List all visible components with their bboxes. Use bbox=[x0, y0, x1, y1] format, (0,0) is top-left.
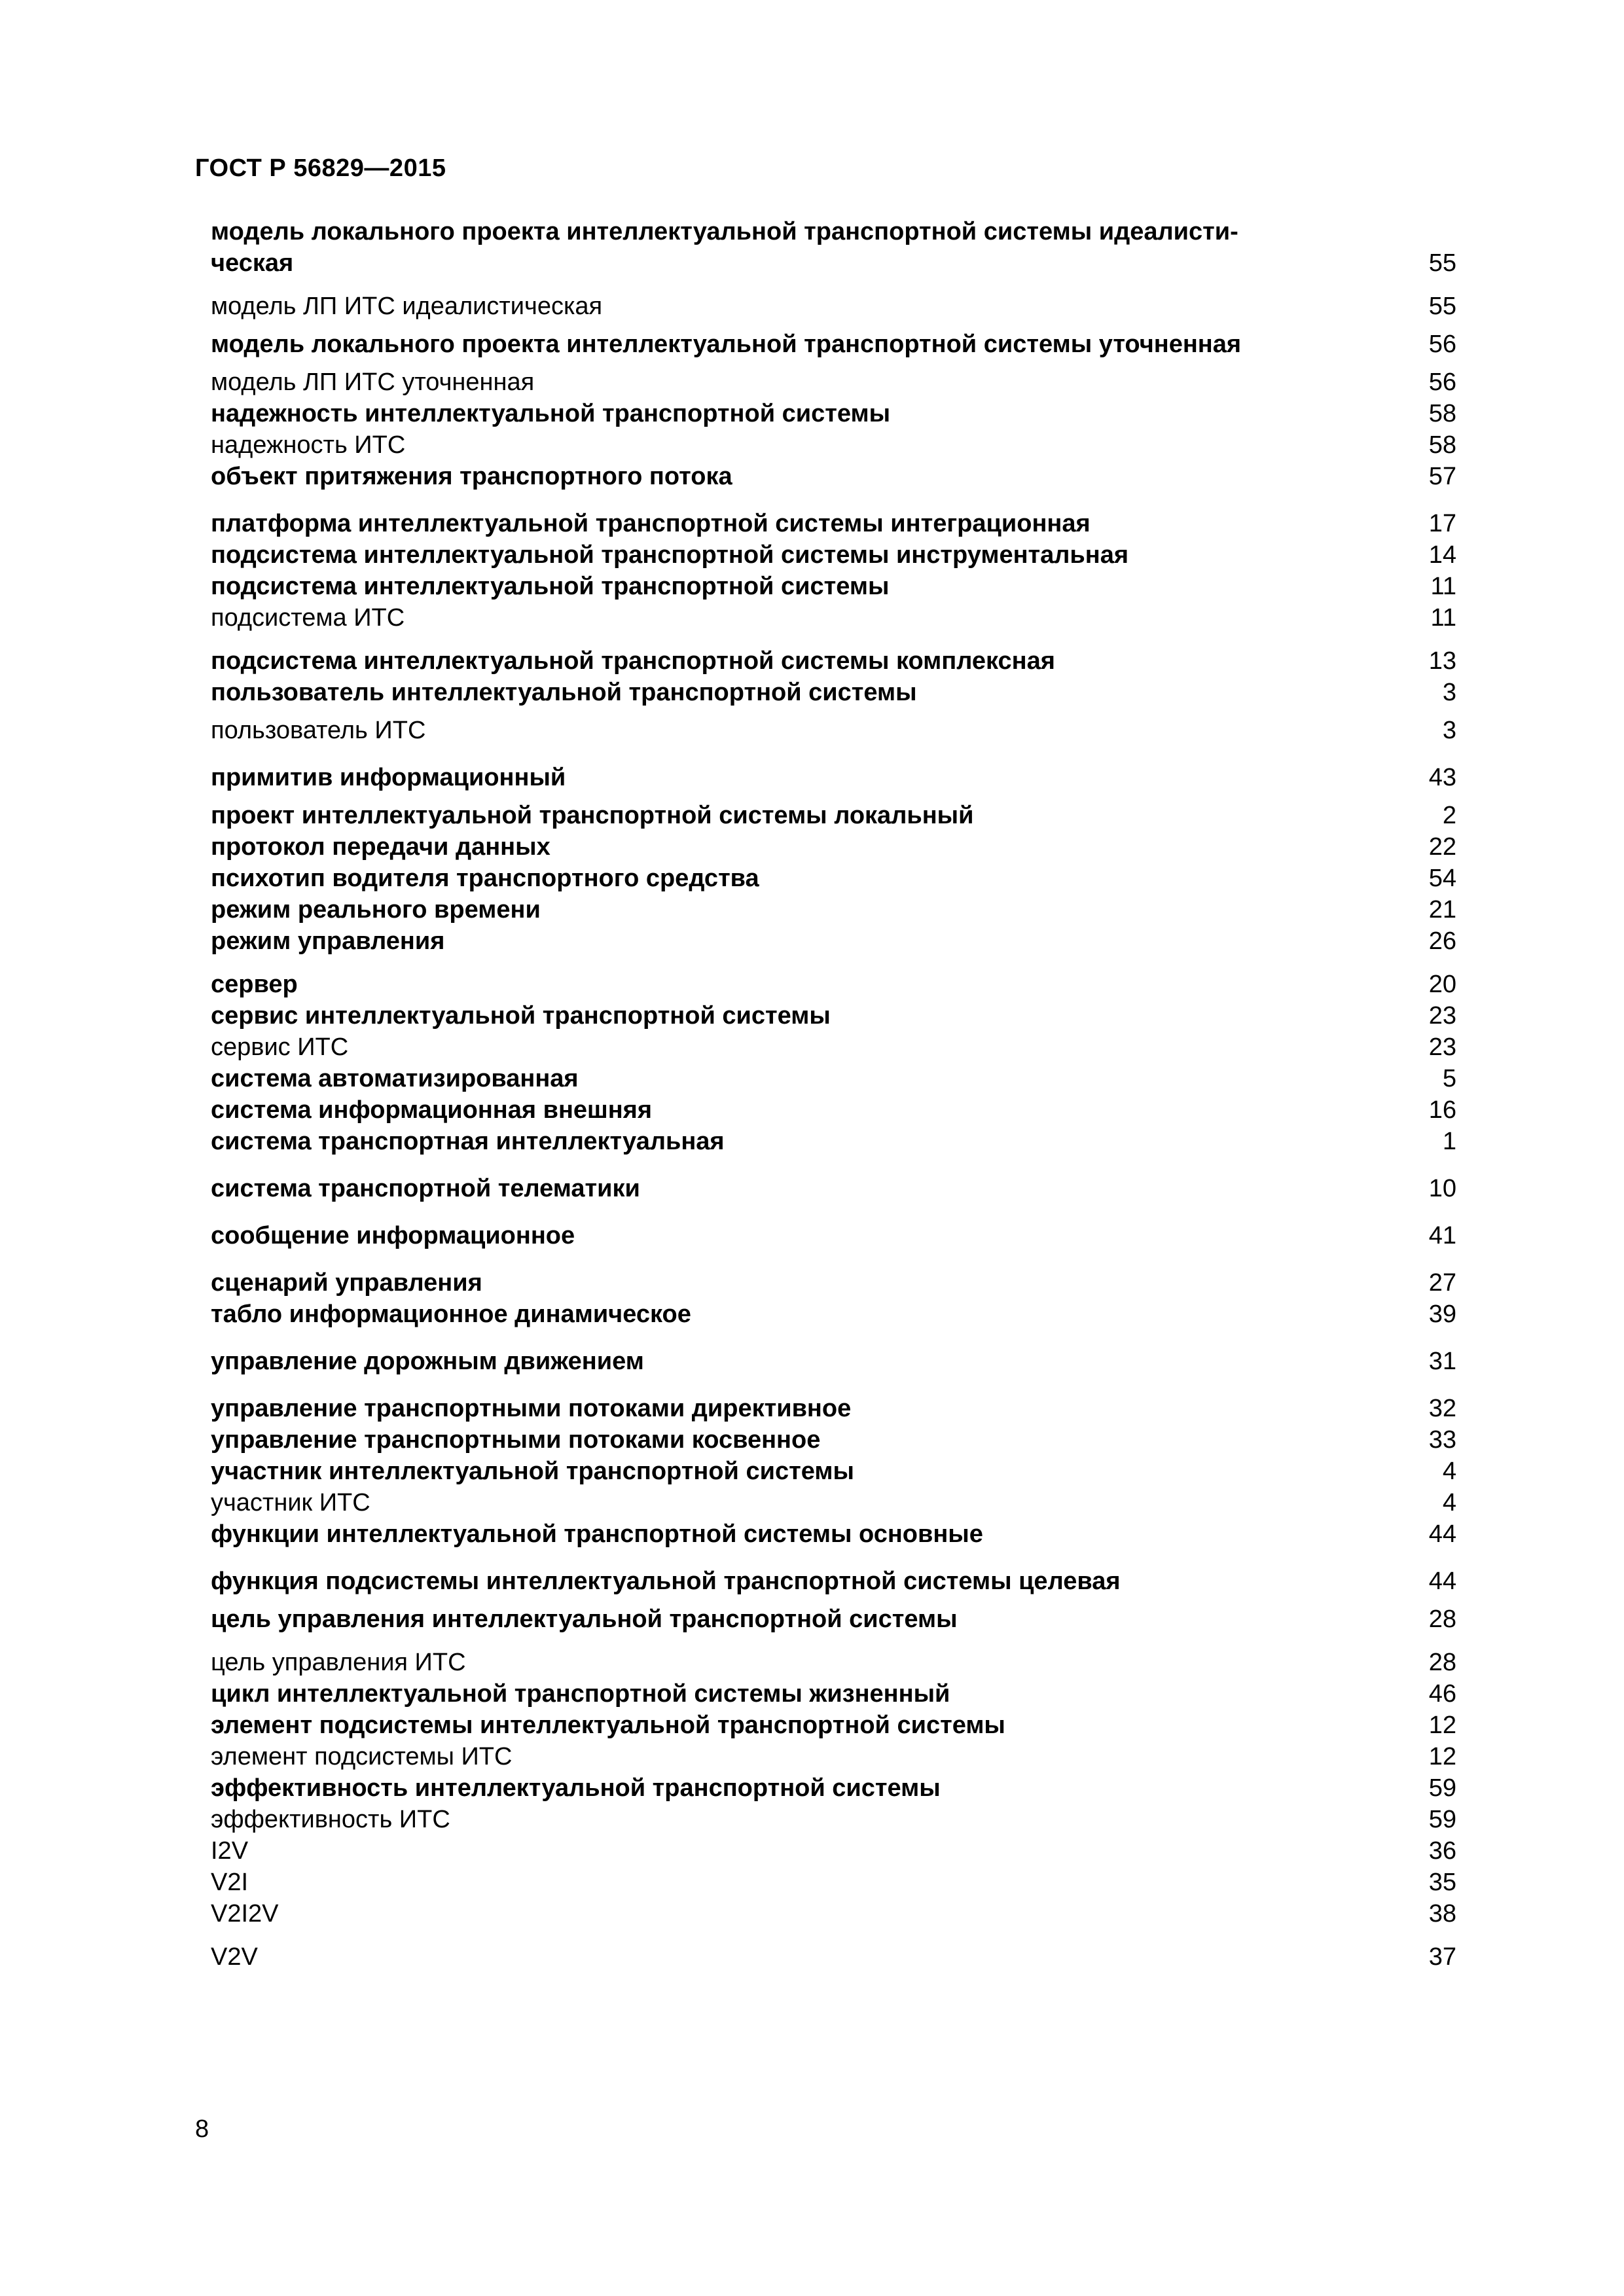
index-term: система транспортной телематики bbox=[211, 1175, 640, 1202]
index-term: сервер bbox=[211, 971, 298, 998]
index-term: проект интеллектуальной транспортной системы локальный bbox=[211, 802, 974, 829]
index-page-ref: 56 bbox=[1428, 331, 1456, 358]
index-page-ref: 26 bbox=[1428, 927, 1456, 955]
index-page-ref: 37 bbox=[1428, 1943, 1456, 1971]
index-entry bbox=[211, 1678, 1456, 1710]
index-page-ref: 54 bbox=[1428, 865, 1456, 892]
index-entry bbox=[211, 329, 1456, 360]
index-page-ref: 41 bbox=[1428, 1222, 1456, 1249]
index-term: цель управления ИТС bbox=[211, 1649, 466, 1676]
index-term: цель управления интеллектуальной транспортной системы bbox=[211, 1605, 958, 1633]
index-page-ref: 44 bbox=[1428, 1520, 1456, 1548]
index-term: протокол передачи данных bbox=[211, 833, 550, 861]
index-page-ref: 59 bbox=[1428, 1806, 1456, 1833]
index-entry bbox=[211, 1835, 1456, 1867]
index-term: функции интеллектуальной транспортной системы основные bbox=[211, 1520, 983, 1548]
index-entry bbox=[211, 1299, 1456, 1330]
index-page-ref: 2 bbox=[1442, 802, 1456, 829]
index-entry bbox=[211, 1647, 1456, 1678]
index-page-ref: 11 bbox=[1430, 573, 1456, 600]
index-entry bbox=[211, 762, 1456, 793]
index-page-ref: 17 bbox=[1428, 510, 1456, 537]
index-page-ref: 55 bbox=[1428, 249, 1456, 277]
index-term: сервис ИТС bbox=[211, 1033, 349, 1061]
index-entry bbox=[211, 1031, 1456, 1063]
index-entry bbox=[211, 1456, 1456, 1487]
index-page-ref: 39 bbox=[1428, 1300, 1456, 1328]
index-entry bbox=[211, 602, 1456, 634]
index-entry bbox=[211, 1487, 1456, 1518]
index-term: система транспортная интеллектуальная bbox=[211, 1128, 725, 1155]
index-page-ref: 12 bbox=[1428, 1743, 1456, 1770]
index-entry bbox=[211, 1173, 1456, 1204]
index-entry bbox=[211, 429, 1456, 461]
index-page-ref: 10 bbox=[1428, 1175, 1456, 1202]
index-entry bbox=[211, 645, 1456, 677]
index-page-ref: 38 bbox=[1428, 1900, 1456, 1928]
index-term: примитив информационный bbox=[211, 764, 566, 791]
index-page-ref: 46 bbox=[1428, 1680, 1456, 1708]
index-page-ref: 11 bbox=[1430, 604, 1456, 632]
index-entry bbox=[211, 715, 1456, 746]
index-entry bbox=[211, 863, 1456, 894]
index-entry bbox=[211, 1094, 1456, 1126]
index-term: сценарий управления bbox=[211, 1269, 482, 1297]
index-term: модель ЛП ИТС идеалистическая bbox=[211, 293, 603, 320]
index-page-ref: 56 bbox=[1428, 368, 1456, 396]
index-page-ref: 55 bbox=[1428, 293, 1456, 320]
index-entry bbox=[211, 291, 1456, 322]
index-entry bbox=[211, 216, 1456, 279]
index-entry bbox=[211, 1710, 1456, 1741]
index-term: подсистема интеллектуальной транспортной системы инструментальная bbox=[211, 541, 1129, 569]
index-page-ref: 1 bbox=[1442, 1128, 1456, 1155]
index-term: сообщение информационное bbox=[211, 1222, 575, 1249]
index-term: I2V bbox=[211, 1837, 249, 1865]
index-entry bbox=[211, 1741, 1456, 1772]
index-term: режим реального времени bbox=[211, 896, 541, 924]
index-entry bbox=[211, 1898, 1456, 1929]
index-entry bbox=[211, 1393, 1456, 1424]
index-page-ref: 20 bbox=[1428, 971, 1456, 998]
index-page-ref: 3 bbox=[1442, 717, 1456, 744]
index-page-ref: 35 bbox=[1428, 1869, 1456, 1896]
index-term: эффективность интеллектуальной транспортной системы bbox=[211, 1774, 941, 1802]
index-page-ref: 4 bbox=[1442, 1458, 1456, 1485]
index-entry bbox=[211, 571, 1456, 602]
index-page-ref: 3 bbox=[1442, 679, 1456, 706]
index-entry bbox=[211, 969, 1456, 1000]
index-entry bbox=[211, 367, 1456, 398]
document-header: ГОСТ Р 56829—2015 bbox=[195, 154, 446, 182]
index-page-ref: 33 bbox=[1428, 1426, 1456, 1454]
index-term: подсистема интеллектуальной транспортной системы комплексная bbox=[211, 647, 1055, 675]
index-entry bbox=[211, 925, 1456, 957]
index-page-ref: 5 bbox=[1442, 1065, 1456, 1092]
index-term: управление транспортными потоками директивное bbox=[211, 1395, 852, 1422]
index-term: подсистема ИТС bbox=[211, 604, 405, 632]
index-term: элемент подсистемы ИТС bbox=[211, 1743, 513, 1770]
index-term: режим управления bbox=[211, 927, 445, 955]
index-term: модель локального проекта интеллектуальной транспортной системы идеалисти- ческая bbox=[211, 218, 1238, 277]
index-page-ref: 57 bbox=[1428, 463, 1456, 490]
index-entry bbox=[211, 1000, 1456, 1031]
index-term: пользователь ИТС bbox=[211, 717, 426, 744]
index-term: психотип водителя транспортного средства bbox=[211, 865, 759, 892]
index-page-ref: 36 bbox=[1428, 1837, 1456, 1865]
index-entry bbox=[211, 1518, 1456, 1550]
index-term: участник ИТС bbox=[211, 1489, 370, 1516]
index-term: надежность интеллектуальной транспортной системы bbox=[211, 400, 891, 427]
index-page-ref: 4 bbox=[1442, 1489, 1456, 1516]
index-entry bbox=[211, 1126, 1456, 1157]
index-term: эффективность ИТС bbox=[211, 1806, 450, 1833]
index-page-ref: 28 bbox=[1428, 1649, 1456, 1676]
index-page-ref: 22 bbox=[1428, 833, 1456, 861]
index-term: объект притяжения транспортного потока bbox=[211, 463, 732, 490]
index-term: система информационная внешняя bbox=[211, 1096, 653, 1124]
index-term: V2I2V bbox=[211, 1900, 279, 1928]
index-page-ref: 21 bbox=[1428, 896, 1456, 924]
index-entry bbox=[211, 1267, 1456, 1299]
index-entry bbox=[211, 800, 1456, 831]
index-entry bbox=[211, 831, 1456, 863]
index-entry bbox=[211, 1772, 1456, 1804]
index-entry bbox=[211, 398, 1456, 429]
index-term: платформа интеллектуальной транспортной системы интеграционная bbox=[211, 510, 1091, 537]
index-entry bbox=[211, 539, 1456, 571]
index-page-ref: 43 bbox=[1428, 764, 1456, 791]
index-page-ref: 23 bbox=[1428, 1002, 1456, 1030]
index-term: V2I bbox=[211, 1869, 249, 1896]
index-page-ref: 14 bbox=[1428, 541, 1456, 569]
index-term: элемент подсистемы интеллектуальной транспортной системы bbox=[211, 1712, 1005, 1739]
index-term: пользователь интеллектуальной транспортной системы bbox=[211, 679, 917, 706]
index-page-ref: 27 bbox=[1428, 1269, 1456, 1297]
index-page-ref: 31 bbox=[1428, 1348, 1456, 1375]
index-term: цикл интеллектуальной транспортной системы жизненный bbox=[211, 1680, 950, 1708]
index-page-ref: 23 bbox=[1428, 1033, 1456, 1061]
index-entry bbox=[211, 1804, 1456, 1835]
alphabetical-index bbox=[211, 216, 1456, 1973]
index-entry bbox=[211, 894, 1456, 925]
index-entry bbox=[211, 1220, 1456, 1251]
index-term: подсистема интеллектуальной транспортной системы bbox=[211, 573, 890, 600]
index-term: участник интеллектуальной транспортной системы bbox=[211, 1458, 854, 1485]
index-term: модель локального проекта интеллектуальной транспортной системы уточненная bbox=[211, 331, 1242, 358]
index-term: система автоматизированная bbox=[211, 1065, 579, 1092]
index-term: управление дорожным движением bbox=[211, 1348, 644, 1375]
index-entry bbox=[211, 461, 1456, 492]
index-term: надежность ИТС bbox=[211, 431, 406, 459]
index-entry bbox=[211, 1346, 1456, 1377]
index-page-ref: 58 bbox=[1428, 400, 1456, 427]
index-entry bbox=[211, 677, 1456, 708]
index-term: функция подсистемы интеллектуальной транспортной системы целевая bbox=[211, 1568, 1121, 1595]
index-entry bbox=[211, 1063, 1456, 1094]
index-page-ref: 59 bbox=[1428, 1774, 1456, 1802]
index-term: модель ЛП ИТС уточненная bbox=[211, 368, 535, 396]
index-term: управление транспортными потоками косвенное bbox=[211, 1426, 821, 1454]
index-page-ref: 13 bbox=[1428, 647, 1456, 675]
index-entry bbox=[211, 1424, 1456, 1456]
index-page-ref: 16 bbox=[1428, 1096, 1456, 1124]
index-entry bbox=[211, 1604, 1456, 1635]
index-page-ref: 44 bbox=[1428, 1568, 1456, 1595]
index-entry bbox=[211, 1867, 1456, 1898]
index-term: V2V bbox=[211, 1943, 258, 1971]
index-term: табло информационное динамическое bbox=[211, 1300, 691, 1328]
index-entry bbox=[211, 1566, 1456, 1597]
index-term: сервис интеллектуальной транспортной системы bbox=[211, 1002, 831, 1030]
index-page-ref: 12 bbox=[1428, 1712, 1456, 1739]
index-page-ref: 58 bbox=[1428, 431, 1456, 459]
page-number: 8 bbox=[195, 2115, 209, 2143]
index-page-ref: 32 bbox=[1428, 1395, 1456, 1422]
index-page-ref: 28 bbox=[1428, 1605, 1456, 1633]
index-entry bbox=[211, 508, 1456, 539]
index-entry bbox=[211, 1941, 1456, 1973]
